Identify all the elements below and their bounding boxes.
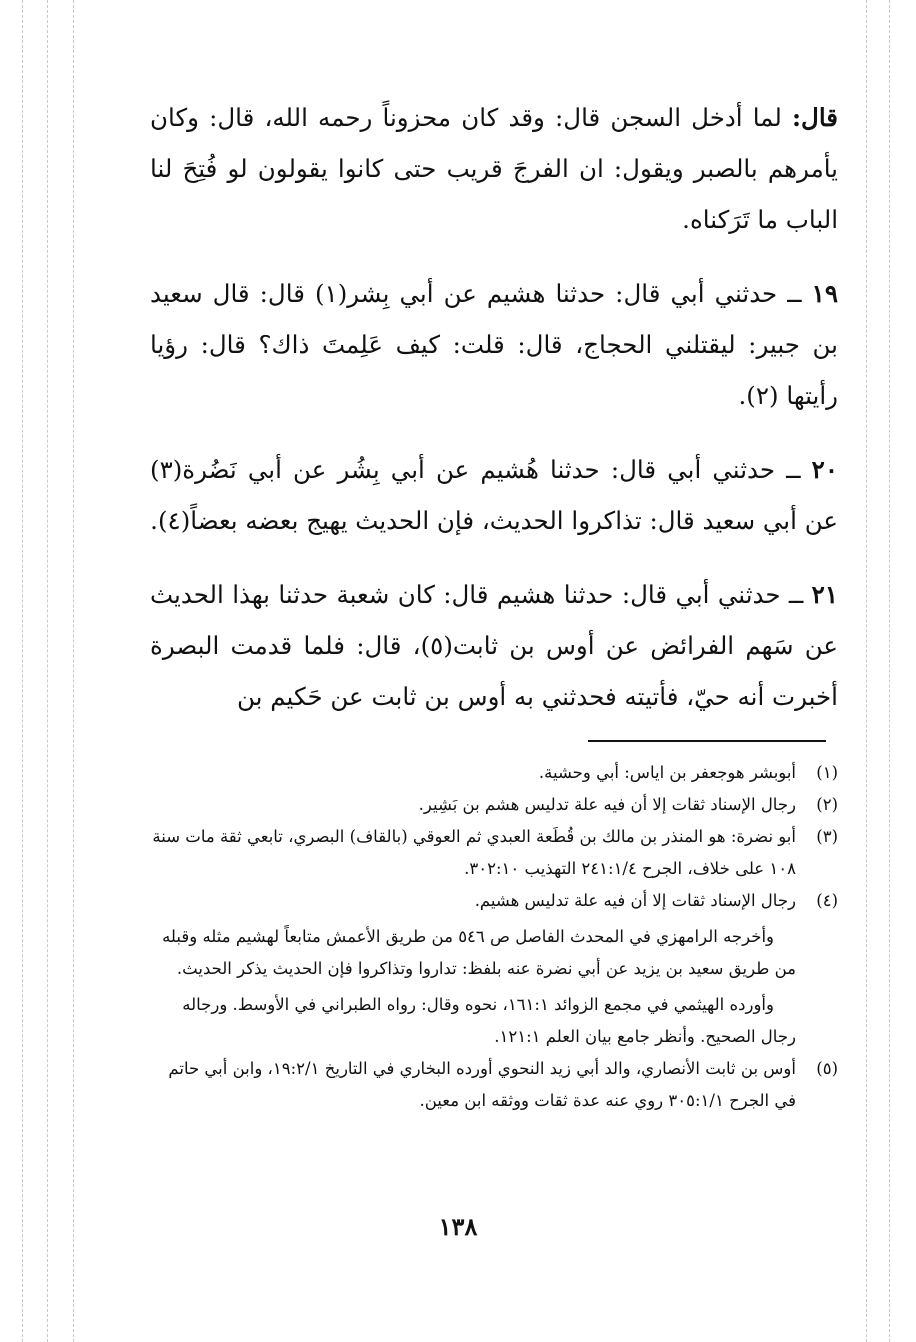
- footnote-4: [150, 885, 838, 917]
- paragraph-text: ــ حدثني أبي قال: حدثنا هشيم عن أبي بِشر(١) قال: قال سعيد بن جبير: ليقتلني الحجاج، قال: قلت: كيف عَلِمتَ ذاك؟ قال: رؤيا رأيتها (٢).: [150, 279, 838, 410]
- footnote-separator: [588, 740, 826, 742]
- margin-dotted-line: [22, 0, 23, 1342]
- footnotes: [150, 757, 838, 1117]
- main-text: [150, 92, 838, 722]
- paragraph-text: ــ حدثني أبي قال: حدثنا هُشيم عن أبي بِشُر عن أبي نَضُرة(٣) عن أبي سعيد قال: تذاكروا الحديث، فإن الحديث يهيج بعضه بعضاً(٤).: [150, 455, 838, 535]
- footnote-2: [150, 789, 838, 821]
- footnote-1: [150, 757, 838, 789]
- footnote-4-continuation: وأورده الهيثمي في مجمع الزوائد ١٦١:١، نحوه وقال: رواه الطبراني في الأوسط. ورجاله رجال الصحيح. وأنظر جامع بيان العلم ١٢١:١.: [182, 995, 796, 1046]
- footnote-marker: (١): [816, 763, 838, 782]
- page-number: ١٣٨: [438, 1212, 478, 1241]
- footnote-marker: (٣): [816, 827, 838, 846]
- paragraph-continuation: [150, 92, 838, 245]
- paragraph-text: لما أدخل السجن قال: وقد كان محزوناً رحمه الله، قال: وكان يأمرهم بالصبر ويقول: ان الفرجَ قريب حتى كانوا يقولون لو فُتِحَ لنا الباب ما تَرَكناه.: [150, 103, 838, 234]
- margin-dotted-line: [73, 0, 74, 1342]
- footnote-5: [150, 1053, 838, 1117]
- footnote-4-continuation: وأخرجه الرامهزي في المحدث الفاصل ص ٥٤٦ من طريق الأعمش متابعاً لهشيم مثله وقبله من طريق سعيد بن يزيد عن أبي نضرة عنه بلفظ: تداروا وتذاكروا فإن الحديث يذكر الحديث.: [162, 927, 796, 978]
- hadith-number: ٢٠: [811, 455, 838, 484]
- footnote-marker: (٢): [816, 795, 838, 814]
- footnote-text: أبوبشر هوجعفر بن اياس: أبي وحشية.: [538, 763, 796, 782]
- footnote-3: [150, 821, 838, 885]
- margin-dotted-line: [889, 0, 890, 1342]
- paragraph-lead-word: قال:: [791, 103, 838, 132]
- hadith-number: ٢١: [811, 580, 838, 609]
- footnote-text: أبو نضرة: هو المنذر بن مالك بن قُطَعة العبدي ثم العوقي (بالقاف) البصري، تابعي ثقة مات سنة ١٠٨ على خلاف، الجرح ٢٤١:١/٤ التهذيب ٣٠٢:١٠.: [152, 827, 796, 878]
- footnote-marker: (٤): [816, 891, 838, 910]
- paragraph-21: [150, 569, 838, 722]
- footnote-text: أوس بن ثابت الأنصاري، والد أبي زيد النحوي أورده البخاري في التاريخ ١٩:٢/١، وابن أبي حاتم في الجرح ٣٠٥:١/١ روي عنه عدة ثقات ووثقه ابن معين.: [168, 1059, 796, 1110]
- margin-dotted-line: [866, 0, 867, 1342]
- paragraph-text: ــ حدثني أبي قال: حدثنا هشيم قال: كان شعبة حدثنا بهذا الحديث عن سَهم الفرائض عن أوس بن ثابت(٥)، قال: فلما قدمت البصرة أخبرت أنه حيّ، فأتيته فحدثني به أوس بن ثابت عن حَكيم بن: [150, 580, 838, 711]
- hadith-number: ١٩: [811, 279, 838, 308]
- footnote-marker: (٥): [816, 1059, 838, 1078]
- footnote-text: رجال الإسناد ثقات إلا أن فيه علة تدليس هشيم.: [474, 891, 796, 910]
- paragraph-19: [150, 268, 838, 421]
- footnote-text: رجال الإسناد ثقات إلا أن فيه علة تدليس هشم بن بَشِير.: [418, 795, 796, 814]
- paragraph-20: [150, 444, 838, 546]
- margin-dotted-line: [47, 0, 48, 1342]
